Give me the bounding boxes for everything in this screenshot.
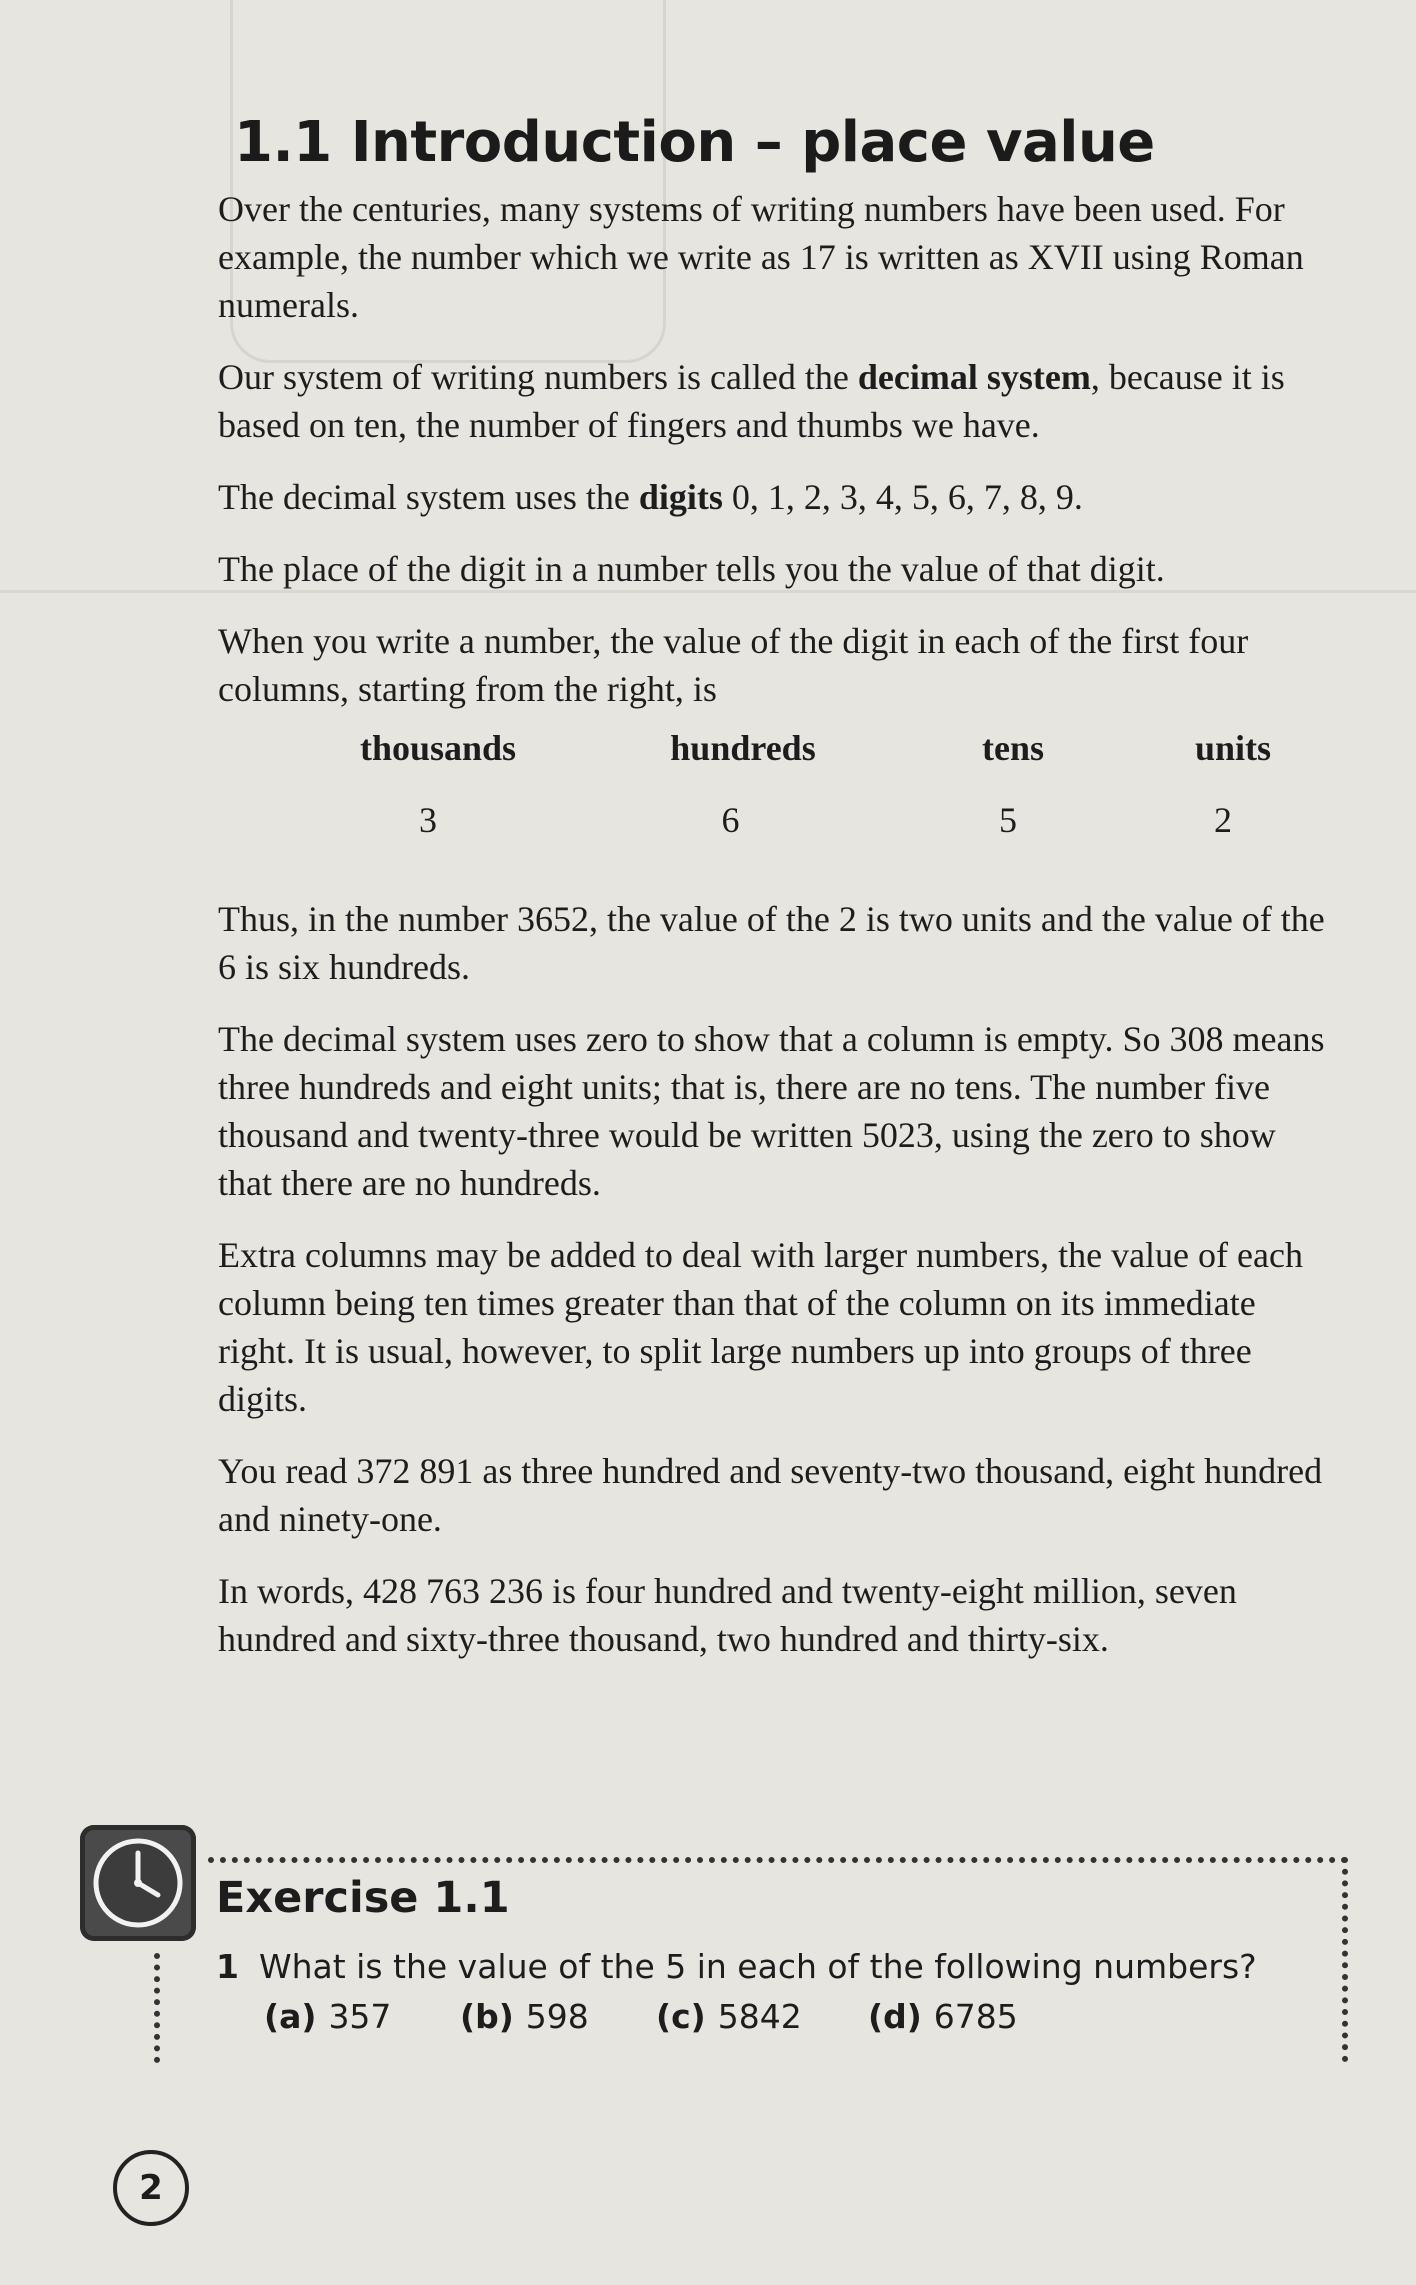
text-span: 0, 1, 2, 3, 4, 5, 6, 7, 8, 9.: [722, 477, 1083, 517]
paragraph-372891: You read 372 891 as three hundred and seventy-two thousand, eight hundred and ninety-one.: [218, 1451, 1323, 1539]
page-number: 2: [113, 2150, 189, 2226]
part-value: 6785: [933, 1997, 1018, 2036]
place-value-column-thousands: [353, 727, 523, 841]
column-value: 5: [999, 800, 1017, 840]
text-span: , because it is based on ten, the number of fingers and thumbs we have.: [218, 357, 1285, 445]
dotted-border-top: [208, 1857, 1348, 1863]
part-label: (b): [460, 1997, 514, 2036]
dotted-border-left: [154, 1953, 160, 2063]
text-span: Our system of writing numbers is called the: [218, 357, 858, 397]
part-value: 598: [525, 1997, 589, 2036]
place-value-column-units: [1178, 727, 1288, 841]
column-heading: units: [1194, 728, 1272, 768]
exercise-title: Exercise 1.1: [216, 1873, 510, 1923]
column-heading: thousands: [359, 728, 517, 768]
column-value: 6: [721, 800, 740, 840]
place-value-column-tens: [958, 727, 1068, 841]
column-value: 3: [419, 800, 437, 840]
part-label: (c): [656, 1997, 706, 2036]
text-span: The decimal system uses the: [218, 477, 639, 517]
column-heading: hundreds: [670, 728, 816, 768]
exercise-part-b: [460, 1997, 589, 2036]
bold-term-digits: digits: [638, 477, 723, 517]
bold-term-decimal-system: decimal system: [857, 357, 1091, 397]
part-label: (a): [264, 1997, 317, 2036]
question-text: What is the value of the 5 in each of the following numbers?: [258, 1947, 1257, 1986]
exercise-box: [80, 1825, 1350, 2070]
paragraph-zero: The decimal system uses zero to show that a column is empty. So 308 means three hundreds and eight units; that is, there are no tens. The number five thousand and twenty-three would be written 5023, using the zero to show that there are no hundreds.: [218, 1019, 1325, 1203]
column-heading: tens: [982, 728, 1044, 768]
place-value-column-hundreds: [658, 727, 828, 841]
dotted-border-right: [1342, 1857, 1348, 2062]
section-heading: 1.1 Introduction – place value: [234, 110, 1155, 175]
exercise-part-c: [656, 1997, 802, 2036]
paragraph-extra-columns: Extra columns may be added to deal with larger numbers, the value of each column being ten times greater than that of the column on its immediate right. It is usual, however, to split large numbers up into groups of three digits.: [218, 1235, 1303, 1419]
clock-icon: [80, 1825, 196, 1941]
part-label: (d): [868, 1997, 922, 2036]
exercise-part-a: [264, 1997, 391, 2036]
paragraph-decimal-system: [218, 353, 1328, 449]
column-value: 2: [1214, 800, 1232, 840]
paragraph-number-3652: Thus, in the number 3652, the value of the 2 is two units and the value of the 6 is six hundreds.: [218, 899, 1325, 987]
paragraph-digits: [218, 473, 1328, 521]
place-value-table: [218, 727, 1328, 877]
part-value: 357: [328, 1997, 392, 2036]
paragraph-place-of-digit: The place of the digit in a number tells you the value of that digit.: [218, 549, 1165, 589]
paragraph-roman-numerals: Over the centuries, many systems of writing numbers have been used. For example, the number which we write as 17 is written as XVII using Roman numerals.: [218, 189, 1304, 325]
paragraph-428763236: In words, 428 763 236 is four hundred and twenty-eight million, seven hundred and sixty-three thousand, two hundred and thirty-six.: [218, 1571, 1237, 1659]
exercise-question: [216, 1947, 1257, 1986]
paragraph-four-columns: When you write a number, the value of the digit in each of the first four columns, starting from the right, is: [218, 621, 1249, 709]
question-number: 1: [216, 1947, 239, 1986]
page-content: [218, 110, 1328, 1687]
part-value: 5842: [717, 1997, 802, 2036]
exercise-part-d: [868, 1997, 1018, 2036]
